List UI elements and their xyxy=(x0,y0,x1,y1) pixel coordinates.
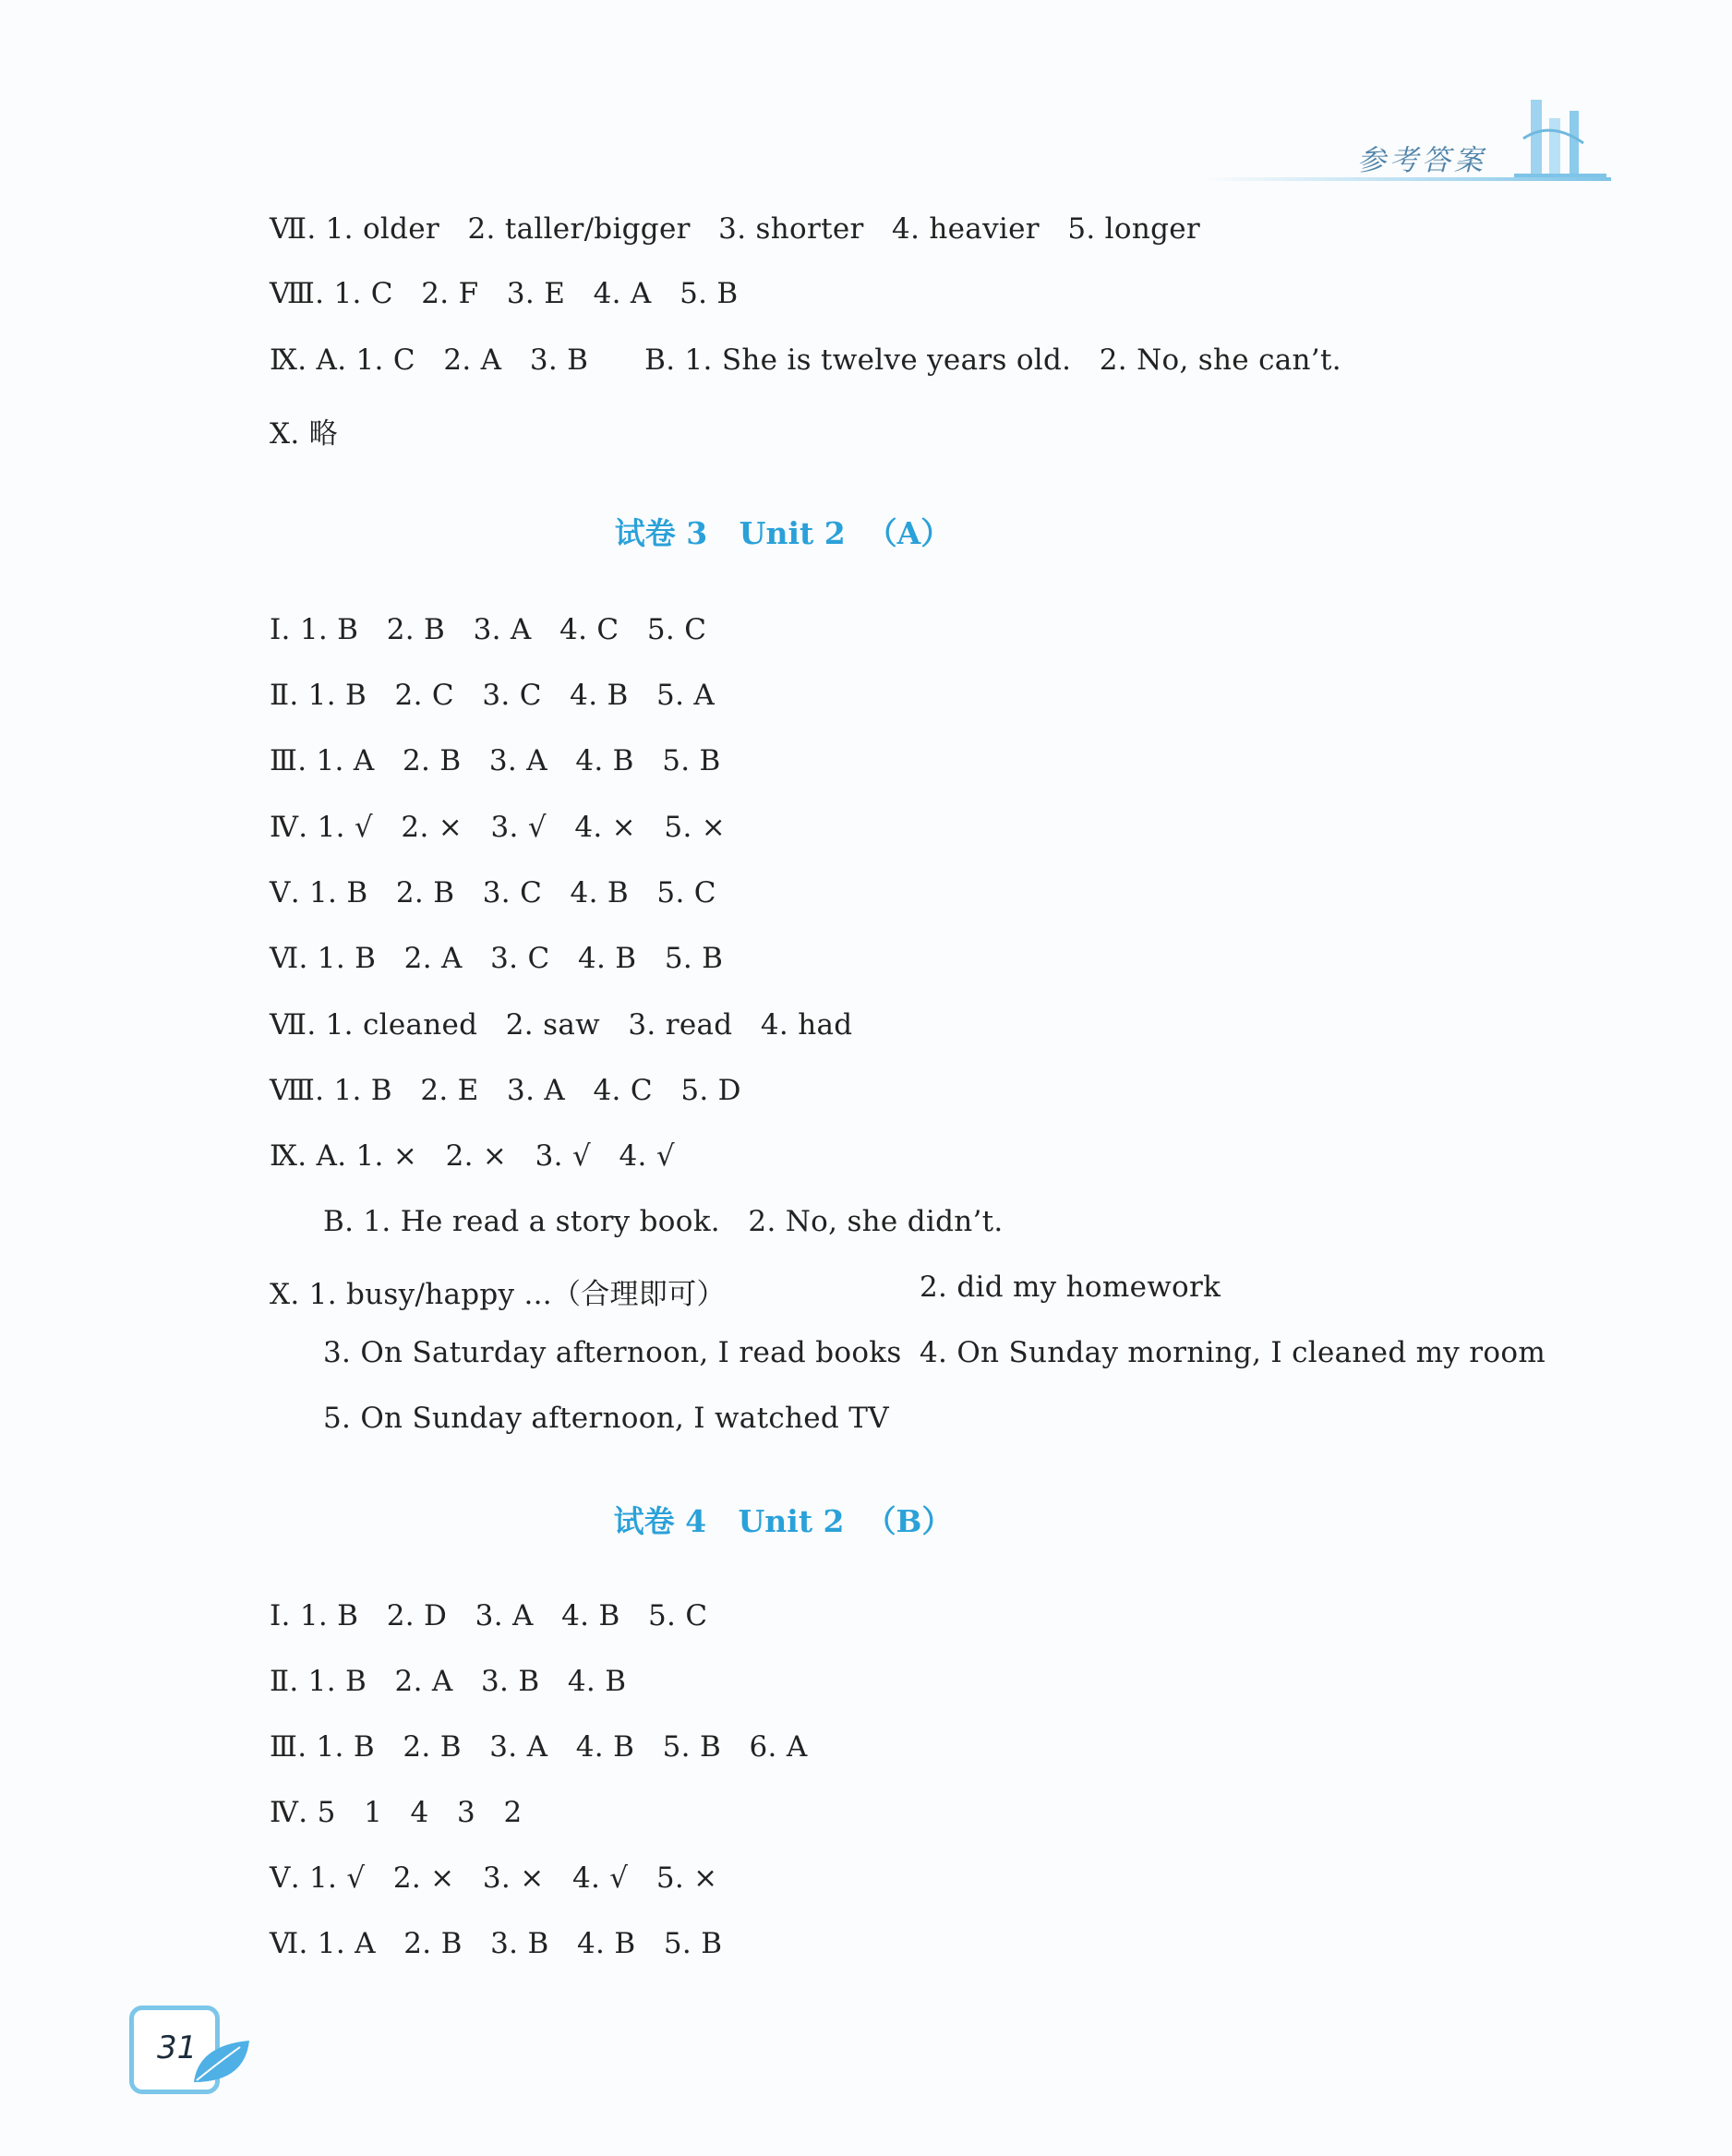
answer-line xyxy=(270,1074,741,1107)
answer-text: . 1. B 2. B 3. A 4. C 5. C xyxy=(281,613,707,646)
roman-numeral: Ⅱ xyxy=(270,1665,290,1698)
roman-numeral: Ⅸ xyxy=(270,343,298,377)
answer-line xyxy=(270,1796,523,1829)
roman-numeral: Ⅷ xyxy=(270,1074,316,1107)
roman-numeral: Ⅴ xyxy=(270,1861,291,1895)
answer-line xyxy=(270,343,1341,377)
answer-line xyxy=(270,277,738,310)
answer-text: . 1. B 2. B 3. C 4. B 5. C xyxy=(290,876,716,909)
roman-numeral: Ⅵ xyxy=(270,942,299,975)
answer-text: . 1. older 2. taller/bigger 3. shorter 4. heavier 5. longer xyxy=(307,212,1201,246)
answer-line xyxy=(270,679,715,712)
roman-numeral: Ⅰ xyxy=(270,613,282,646)
roman-numeral: Ⅳ xyxy=(270,1796,299,1829)
answer-line xyxy=(270,1665,626,1698)
roman-numeral: Ⅱ xyxy=(270,679,290,712)
answer-line xyxy=(270,1599,707,1632)
answer-text: 4. On Sunday morning, I cleaned my room xyxy=(920,1336,1546,1369)
answer-line xyxy=(270,410,338,452)
answer-text: . 1. B 2. B 3. A 4. B 5. B 6. A xyxy=(297,1730,808,1764)
answer-text: 5. On Sunday afternoon, I watched TV xyxy=(323,1402,889,1435)
roman-numeral: Ⅲ xyxy=(270,1730,298,1764)
answer-line xyxy=(270,1008,852,1042)
answer-text: . 1. B 2. A 3. C 4. B 5. B xyxy=(298,942,724,975)
answer-line xyxy=(270,811,726,844)
roman-numeral: Ⅶ xyxy=(270,1008,307,1042)
header-label: 参考答案 xyxy=(1357,144,1486,177)
answer-line xyxy=(270,1271,726,1312)
roman-numeral: Ⅷ xyxy=(270,277,316,310)
answer-text: . A. 1. × 2. × 3. √ 4. √ xyxy=(297,1139,675,1173)
answer-text: . 1. B 2. E 3. A 4. C 5. D xyxy=(315,1074,741,1107)
roman-numeral: Ⅲ xyxy=(270,744,298,777)
answer-text: . 1. C 2. F 3. E 4. A 5. B xyxy=(315,277,739,310)
roman-numeral: Ⅹ xyxy=(270,1278,291,1311)
answer-text: . 5 1 4 3 2 xyxy=(298,1796,523,1829)
roman-numeral: Ⅴ xyxy=(270,876,291,909)
answer-line xyxy=(270,1730,808,1764)
answer-text: . 1. B 2. C 3. C 4. B 5. A xyxy=(289,679,716,712)
section-title-test3: 试卷 3 Unit 2 （A） xyxy=(614,515,952,551)
answer-text: . 1. cleaned 2. saw 3. read 4. had xyxy=(307,1008,853,1042)
answer-line xyxy=(270,1861,717,1895)
answer-text: . 1. √ 2. × 3. √ 4. × 5. × xyxy=(298,811,727,844)
roman-numeral: Ⅶ xyxy=(270,212,307,246)
answer-text: . 1. busy/happy ...（合理即可） xyxy=(290,1278,726,1311)
roman-numeral: Ⅸ xyxy=(270,1139,298,1173)
book-stack-icon xyxy=(1496,74,1625,185)
answer-line xyxy=(270,744,721,777)
answer-line xyxy=(270,876,716,909)
answer-text: . 略 xyxy=(290,417,338,451)
roman-numeral: Ⅵ xyxy=(270,1927,299,1960)
answer-text: . 1. A 2. B 3. A 4. B 5. B xyxy=(297,744,721,777)
answer-line xyxy=(270,1139,675,1173)
section-title-test4: 试卷 4 Unit 2 （B） xyxy=(613,1503,953,1539)
roman-numeral: Ⅳ xyxy=(270,811,299,844)
answer-text: . 1. B 2. D 3. A 4. B 5. C xyxy=(281,1599,708,1632)
answer-text: . 1. B 2. A 3. B 4. B xyxy=(289,1665,627,1698)
roman-numeral: Ⅹ xyxy=(270,417,291,451)
answer-line xyxy=(270,613,706,646)
answer-text: 2. did my homework xyxy=(920,1271,1221,1304)
roman-numeral: Ⅰ xyxy=(270,1599,282,1632)
answer-line xyxy=(270,942,723,975)
answer-text: . 1. A 2. B 3. B 4. B 5. B xyxy=(298,1927,723,1960)
page-number: 31 xyxy=(157,2030,198,2066)
leaf-icon xyxy=(189,2036,254,2091)
answer-text: . 1. √ 2. × 3. × 4. √ 5. × xyxy=(290,1861,718,1895)
answer-line xyxy=(270,212,1200,246)
answer-line xyxy=(270,1927,722,1960)
answer-text: . A. 1. C 2. A 3. B B. 1. She is twelve years old. 2. No, she can’t. xyxy=(297,343,1341,377)
answer-line xyxy=(323,1205,1004,1238)
answer-text: 3. On Saturday afternoon, I read books xyxy=(323,1336,902,1369)
answer-text: B. 1. He read a story book. 2. No, she didn’t. xyxy=(323,1205,1004,1238)
